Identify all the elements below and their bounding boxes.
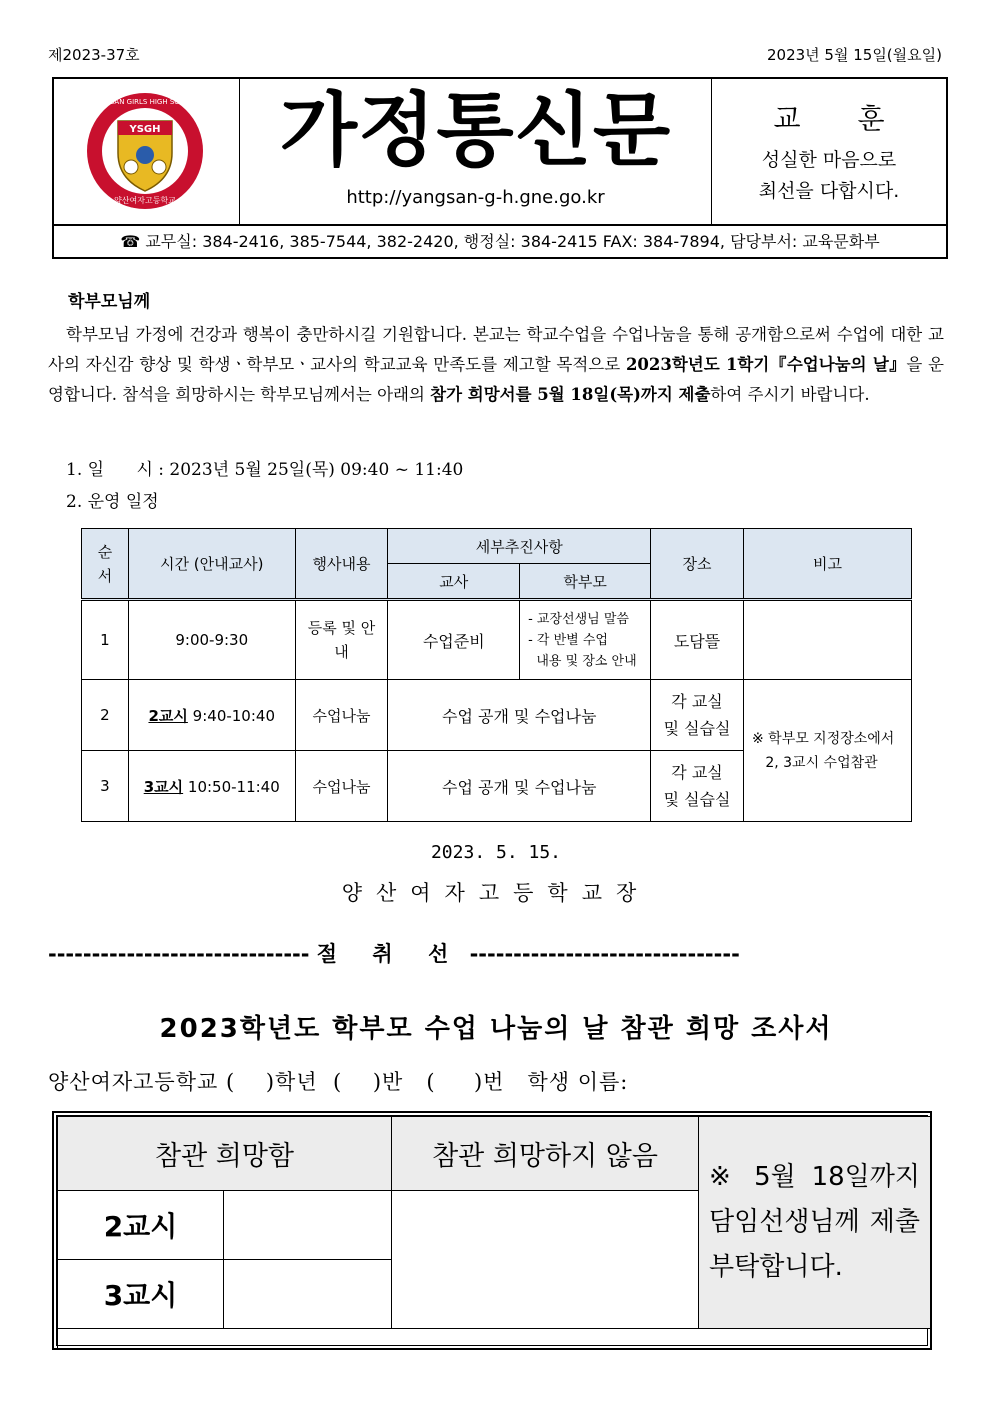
event-datetime: 1. 일 시 : 2023년 5월 25일(목) 09:40 ~ 11:40: [66, 460, 464, 480]
signature-date: 2023. 5. 15.: [430, 842, 562, 863]
table-row: 3 3교시 10:50-11:40 수업나눔 수업 공개 및 수업나눔 각 교실 및 실습실: [82, 751, 912, 822]
letter-body: 학부모님 가정에 건강과 행복이 충만하시길 기원합니다. 본교는 학교수업을 수업나눔을 통해 공개함으로써 수업에 대한 교사의 자신감 향상 및 학생ㆍ학부모ㆍ교사의 학교교육 만족도를 제고할 목적으로 2023학년도 1학기『수업나눔의 날』을 운영합니다. 참석을 희망하시는 학부모님께서는 아래의 참가 희망서를 5월 18일(목)까지 제출하여 주시기 바랍니다.: [48, 325, 944, 404]
table-row: 2 2교시 9:40-10:40 수업나눔 수업 공개 및 수업나눔 각 교실 및 실습실 ※ 학부모 지정장소에서 2, 3교시 수업참관: [82, 680, 912, 751]
header-parent: 학부모: [520, 564, 651, 600]
header-detail: 세부추진사항: [388, 529, 651, 564]
note-cell: ※ 학부모 지정장소에서 2, 3교시 수업참관: [743, 680, 911, 822]
cut-line: ------------------------------ 절 취 선 -------------------------------: [48, 942, 740, 966]
schedule-table: [81, 528, 912, 822]
period-2-checkbox[interactable]: [223, 1190, 392, 1260]
header-teacher: 교사: [388, 564, 520, 600]
greeting: 학부모님께: [68, 292, 151, 312]
schedule-heading: 2. 운영 일정: [66, 492, 159, 512]
header-time: 시간 (안내교사): [128, 529, 295, 600]
student-info-line: 양산여자고등학교 ( )학년 ( )반 ( )번 학생 이름:: [48, 1070, 629, 1094]
header-place: 장소: [651, 529, 744, 600]
newsletter-title: 가정통신문: [279, 84, 672, 177]
school-logo-icon: [85, 91, 205, 211]
header-no: 순서: [82, 529, 129, 600]
header-note: 비고: [743, 529, 911, 600]
motto-line-1: 성실한 마음으로: [761, 149, 897, 171]
principal-name: 양산여자고등학교장: [341, 881, 651, 905]
newsletter-header: [52, 77, 948, 259]
header-event: 행사내용: [295, 529, 388, 600]
svg-text:YSGH: YSGH: [129, 124, 161, 135]
title-cell: [240, 79, 712, 224]
survey-table: [52, 1111, 932, 1350]
period-3-checkbox[interactable]: [223, 1259, 392, 1329]
svg-text:양산여자고등학교: 양산여자고등학교: [114, 196, 176, 205]
issue-number: 제2023-37호: [48, 46, 140, 64]
period-3-label: 3교시: [57, 1259, 224, 1329]
svg-text:YANGSAN GIRLS HIGH SCHOOL: YANGSAN GIRLS HIGH SCHOOL: [90, 98, 200, 106]
motto-line-2: 최선을 다합시다.: [758, 180, 900, 202]
issue-date: 2023년 5월 15일(월요일): [767, 46, 942, 64]
survey-footer-row: [57, 1328, 931, 1349]
not-want-checkbox[interactable]: [391, 1190, 699, 1329]
table-row: 1 9:00-9:30 등록 및 안내 수업준비 - 교장선생님 말씀 - 각 반별 수업 내용 및 장소 안내 도담뜰: [82, 600, 912, 680]
submit-notice: ※ 5월 18일까지 담임선생님께 제출 부탁합니다.: [698, 1116, 931, 1329]
school-url[interactable]: http://yangsan-g-h.gne.go.kr: [346, 187, 605, 208]
motto-cell: [712, 79, 946, 224]
not-want-header: 참관 희망하지 않음: [391, 1116, 699, 1191]
contact-info: ☎ 교무실: 384-2416, 385-7544, 382-2420, 행정실: 384-2415 FAX: 384-7894, 담당부서: 교육문화부: [120, 232, 880, 251]
motto-title: 교 훈: [773, 102, 909, 135]
logo-cell: [54, 79, 240, 224]
period-2-label: 2교시: [57, 1190, 224, 1260]
want-header: 참관 희망함: [57, 1116, 392, 1191]
survey-title: 2023학년도 학부모 수업 나눔의 날 참관 희망 조사서: [159, 1014, 833, 1044]
